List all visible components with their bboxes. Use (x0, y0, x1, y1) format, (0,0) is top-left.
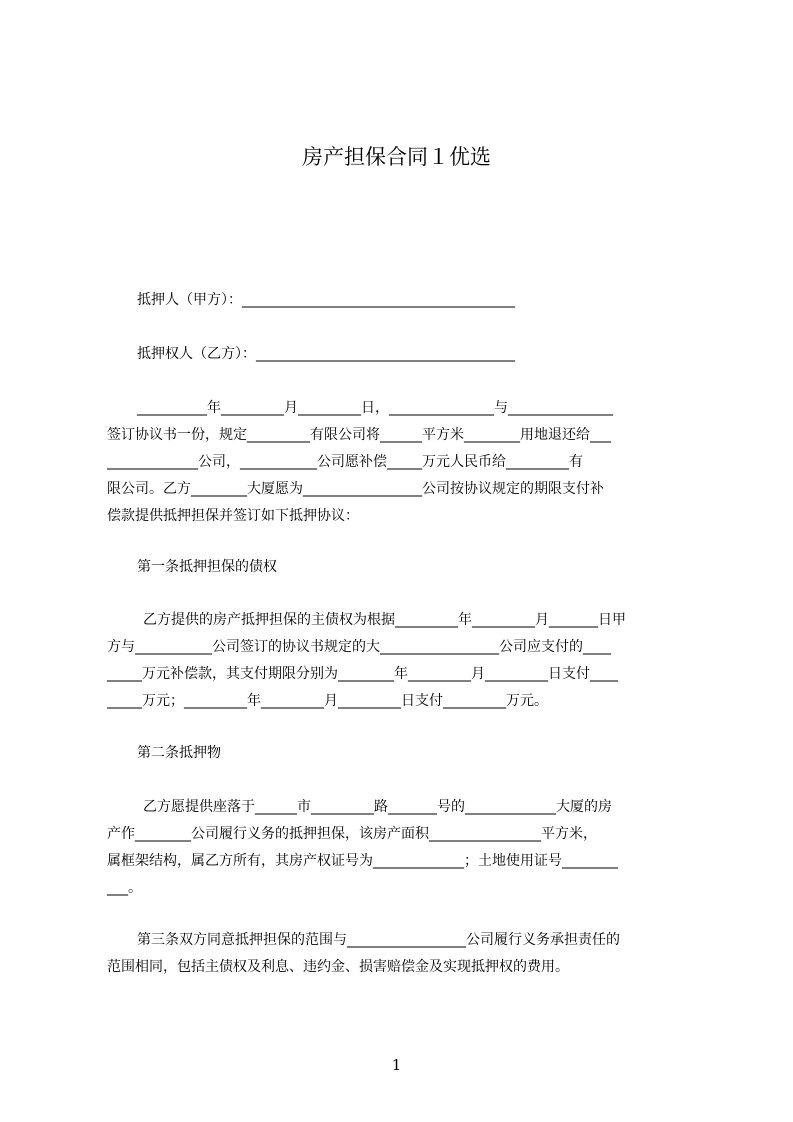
article1-heading (107, 554, 701, 581)
page-number: 1 (391, 1056, 402, 1074)
article3-line: 范围相同，包括主债权及利息、违约金、损害赔偿金及实现抵押权的费用。 (107, 959, 569, 975)
article2-line: 产作________公司履行义务的抵押担保，该房产面积________________平方米， (107, 826, 597, 842)
intro-line: __________年_________月_________日，_______________与_______________ (137, 400, 613, 416)
article2-line: 属框架结构，属乙方所有，其房产权证号为_____________；土地使用证号________ (107, 853, 618, 869)
article2-paragraph (107, 794, 701, 902)
intro-line: 签订协议书一份，规定_________有限公司将______平方米________用地退还给___ (107, 427, 611, 443)
article1-line: 乙方提供的房产抵押担保的主债权为根据_________年_________月_______日甲 (143, 612, 626, 628)
article3-paragraph (107, 927, 701, 981)
mortgagee-text: 抵押权人（乙方）：_____________________________________ (137, 346, 515, 362)
article1-paragraph (107, 607, 701, 715)
article1-line: _____万元补偿款，其支付期限分别为________年_________月_________日支付____ (107, 666, 618, 682)
article3-line: 第三条双方同意抵押担保的范围与_________________公司履行义务承担责任的 (137, 932, 620, 948)
article2-line: ___。 (107, 880, 142, 896)
article2-heading-text: 第二条抵押物 (137, 745, 221, 761)
mortgagor-line (107, 287, 701, 314)
article1-line: 方与___________公司签订的协议书规定的大_________________公司应支付的____ (107, 639, 611, 655)
mortgagor-text: 抵押人（甲方）：_______________________________________ (137, 292, 515, 308)
intro-line: 限公司。乙方________大厦愿为_________________公司按协议规定的期限支付补 (107, 481, 604, 497)
mortgagee-line (107, 341, 701, 368)
article1-line: _____万元；_________年_________月_________日支付_________万元。 (107, 693, 548, 709)
intro-paragraph (107, 395, 701, 530)
article2-heading (107, 740, 701, 767)
intro-line: _____________公司，___________公司愿补偿_____万元人民币给_________有 (107, 454, 583, 470)
article2-line: 乙方愿提供座落于______市_________路_______号的_____________大厦的房 (143, 799, 612, 815)
intro-line: 偿款提供抵押担保并签订如下抵押协议： (107, 508, 359, 524)
document-title: 房产担保合同１优选 (302, 145, 491, 169)
article1-heading-text: 第一条抵押担保的债权 (137, 559, 277, 575)
